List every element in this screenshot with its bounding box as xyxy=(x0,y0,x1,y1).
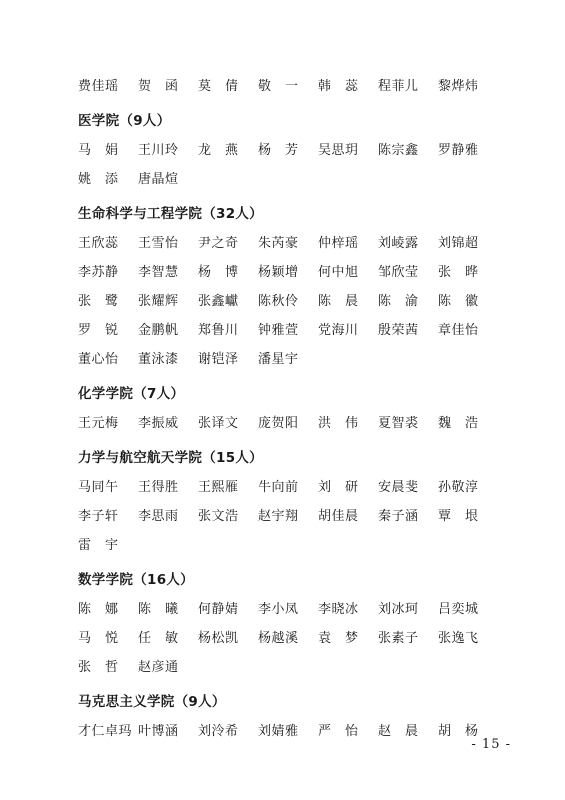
person-name: 钟雅萱 xyxy=(258,323,299,338)
college-heading: 力学与航空航天学院（15人） xyxy=(78,449,263,466)
person-name: 黎烨炜 xyxy=(438,79,479,94)
person-name: 张 晔 xyxy=(438,265,479,280)
name-row xyxy=(78,471,498,500)
person-name: 赵彦通 xyxy=(138,660,179,675)
person-name: 金鹏帆 xyxy=(138,323,179,338)
name-row xyxy=(78,715,498,744)
name-row xyxy=(78,343,498,372)
name-row xyxy=(78,163,498,192)
person-name: 杨 博 xyxy=(198,265,239,280)
person-name: 任 敏 xyxy=(138,631,179,646)
person-name: 潘星宇 xyxy=(258,352,299,367)
person-name: 马同午 xyxy=(78,480,119,495)
person-name: 叶博涵 xyxy=(138,724,179,739)
person-name: 马 娟 xyxy=(78,143,119,158)
name-row xyxy=(78,529,498,558)
person-name: 刘婧雅 xyxy=(258,724,299,739)
person-name: 孙敬淳 xyxy=(438,480,479,495)
person-name: 赵宇翔 xyxy=(258,509,299,524)
person-name: 刘锦超 xyxy=(438,236,479,251)
college-section xyxy=(78,680,498,744)
person-name: 敬 一 xyxy=(258,79,299,94)
person-name: 罗 锐 xyxy=(78,323,119,338)
person-name: 吴思玥 xyxy=(318,143,359,158)
name-row xyxy=(78,256,498,285)
person-name: 张耀辉 xyxy=(138,294,179,309)
person-name: 龙 燕 xyxy=(198,143,239,158)
person-name: 董泳漆 xyxy=(138,352,179,367)
person-name: 庞贺阳 xyxy=(258,416,299,431)
person-name: 朱芮豪 xyxy=(258,236,299,251)
person-name: 陈 渝 xyxy=(378,294,419,309)
person-name: 吕奕城 xyxy=(438,602,479,617)
person-name: 程菲儿 xyxy=(378,79,419,94)
person-name: 费佳瑶 xyxy=(78,79,119,94)
person-name: 罗静雅 xyxy=(438,143,479,158)
person-name: 张译文 xyxy=(198,416,239,431)
person-name: 陈 曦 xyxy=(138,602,179,617)
person-name: 李思雨 xyxy=(138,509,179,524)
person-name: 王欣蕊 xyxy=(78,236,119,251)
name-list xyxy=(78,70,498,744)
name-row xyxy=(78,500,498,529)
person-name: 秦子涵 xyxy=(378,509,419,524)
person-name: 赵 晨 xyxy=(378,724,419,739)
person-name: 党海川 xyxy=(318,323,359,338)
name-row xyxy=(78,70,498,99)
name-row xyxy=(78,285,498,314)
person-name: 李小凤 xyxy=(258,602,299,617)
person-name: 王熙雁 xyxy=(198,480,239,495)
person-name: 杨颖增 xyxy=(258,265,299,280)
person-name: 董心怡 xyxy=(78,352,119,367)
person-name: 刘崚露 xyxy=(378,236,419,251)
person-name: 魏 浩 xyxy=(438,416,479,431)
person-name: 陈秋伶 xyxy=(258,294,299,309)
college-heading: 生命科学与工程学院（32人） xyxy=(78,205,263,222)
person-name: 邹欣莹 xyxy=(378,265,419,280)
person-name: 李智慧 xyxy=(138,265,179,280)
person-name: 严 怡 xyxy=(318,724,359,739)
college-section xyxy=(78,70,498,99)
person-name: 杨 芳 xyxy=(258,143,299,158)
person-name: 韩 蕊 xyxy=(318,79,359,94)
person-name: 胡 杨 xyxy=(438,724,479,739)
person-name: 袁 梦 xyxy=(318,631,359,646)
person-name: 唐晶煊 xyxy=(138,172,179,187)
person-name: 安晨斐 xyxy=(378,480,419,495)
person-name: 章佳怡 xyxy=(438,323,479,338)
name-row xyxy=(78,407,498,436)
person-name: 张鑫巘 xyxy=(198,294,239,309)
person-name: 张逸飞 xyxy=(438,631,479,646)
name-row xyxy=(78,134,498,163)
person-name: 刘 研 xyxy=(318,480,359,495)
person-name: 杨松凯 xyxy=(198,631,239,646)
college-heading: 数学学院（16人） xyxy=(78,571,194,588)
person-name: 雷 宇 xyxy=(78,538,119,553)
person-name: 王雪怡 xyxy=(138,236,179,251)
college-heading: 马克思主义学院（9人） xyxy=(78,693,226,710)
person-name: 陈宗鑫 xyxy=(378,143,419,158)
person-name: 才仁卓玛 xyxy=(78,724,133,739)
name-row xyxy=(78,622,498,651)
person-name: 牛向前 xyxy=(258,480,299,495)
person-name: 王元梅 xyxy=(78,416,119,431)
person-name: 王川玲 xyxy=(138,143,179,158)
person-name: 姚 添 xyxy=(78,172,119,187)
person-name: 殷荣茜 xyxy=(378,323,419,338)
college-heading: 化学学院（7人） xyxy=(78,385,185,402)
person-name: 张 鹭 xyxy=(78,294,119,309)
name-row xyxy=(78,651,498,680)
person-name: 李子轩 xyxy=(78,509,119,524)
person-name: 陈 徽 xyxy=(438,294,479,309)
person-name: 覃 垠 xyxy=(438,509,479,524)
college-section xyxy=(78,192,498,372)
person-name: 杨越溪 xyxy=(258,631,299,646)
page-number: - 15 - xyxy=(471,737,511,752)
college-section xyxy=(78,558,498,680)
person-name: 李晓冰 xyxy=(318,602,359,617)
person-name: 李苏静 xyxy=(78,265,119,280)
person-name: 尹之奇 xyxy=(198,236,239,251)
name-row xyxy=(78,593,498,622)
person-name: 洪 伟 xyxy=(318,416,359,431)
person-name: 何静婧 xyxy=(198,602,239,617)
person-name: 王得胜 xyxy=(138,480,179,495)
person-name: 张素子 xyxy=(378,631,419,646)
college-section xyxy=(78,436,498,558)
college-section xyxy=(78,99,498,192)
person-name: 郑鲁川 xyxy=(198,323,239,338)
person-name: 何中旭 xyxy=(318,265,359,280)
person-name: 陈 晨 xyxy=(318,294,359,309)
person-name: 谢铠泽 xyxy=(198,352,239,367)
person-name: 莫 倩 xyxy=(198,79,239,94)
person-name: 陈 娜 xyxy=(78,602,119,617)
person-name: 仲梓瑶 xyxy=(318,236,359,251)
name-row xyxy=(78,314,498,343)
person-name: 刘泠希 xyxy=(198,724,239,739)
college-heading: 医学院（9人） xyxy=(78,112,171,129)
person-name: 马 悦 xyxy=(78,631,119,646)
person-name: 张 哲 xyxy=(78,660,119,675)
person-name: 胡佳晨 xyxy=(318,509,359,524)
name-row xyxy=(78,227,498,256)
person-name: 李振威 xyxy=(138,416,179,431)
person-name: 夏智裘 xyxy=(378,416,419,431)
person-name: 贺 函 xyxy=(138,79,179,94)
person-name: 刘冰珂 xyxy=(378,602,419,617)
college-section xyxy=(78,372,498,436)
person-name: 张文浩 xyxy=(198,509,239,524)
